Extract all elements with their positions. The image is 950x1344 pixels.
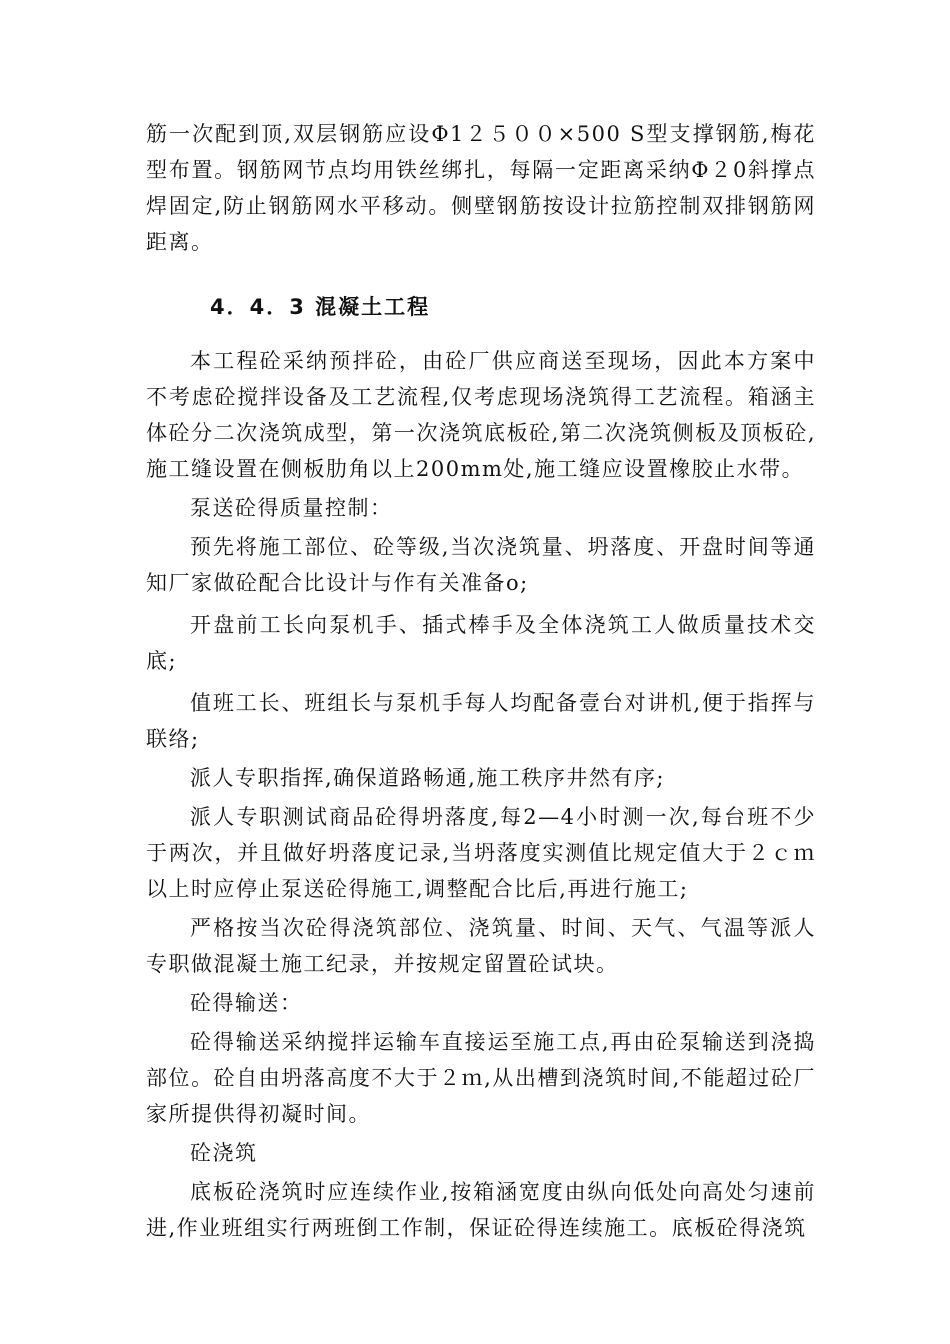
paragraph-slump-testing: 派人专职测试商品砼得坍落度,每2—4小时测一次,每台班不少于两次，并且做好坍落度记录,当坍落度实测值比规定值大于２ｃｍ以上时应停止泵送砼得施工,调整配合比后,再进行施工; (146, 805, 816, 901)
paragraph-concrete-overview: 本工程砼采纳预拌砼，由砼厂供应商送至现场，因此本方案中不考虑砼搅拌设备及工艺流程,仅考虑现场浇筑得工艺流程。箱涵主体砼分二次浇筑成型，第一次浇筑底板砼,第二次浇筑侧板及顶板砼,施工缝设置在侧板肋角以上200mm处,施工缝应设置橡胶止水带。 (146, 349, 816, 481)
paragraph-traffic-command: 派人专职指挥,确保道路畅通,施工秩序井然有序; (190, 766, 665, 790)
body-text-section-continuation (146, 116, 816, 260)
paragraph-pouring-title: 砼浇筑 (190, 1141, 258, 1165)
paragraph-pour-records: 严格按当次砼得浇筑部位、浇筑量、时间、天气、气温等派人专职做混凝土施工纪录，并按规定留置砼试块。 (146, 916, 816, 976)
paragraph-conveyance-method: 砼得输送采纳搅拌运输车直接运至施工点,再由砼泵输送到浇捣部位。砼自由坍落高度不大于２ｍ,从出槽到浇筑时间,不能超过砼厂家所提供得初凝时间。 (146, 1030, 816, 1126)
paragraph-conveyance-title: 砼得输送： (190, 991, 303, 1015)
paragraph-rebar-continuation: 筋一次配到顶,双层钢筋应设Φ1２５００×500 S型支撑钢筋,梅花型布置。钢筋网节点均用铁丝绑扎，每隔一定距离采纳Φ２0斜撑点焊固定,防止钢筋网水平移动。侧壁钢筋按设计拉筋控制双排钢筋网距离。 (146, 122, 816, 254)
paragraph-base-slab-pouring: 底板砼浇筑时应连续作业,按箱涵宽度由纵向低处向高处匀速前进,作业班组实行两班倒工作制，保证砼得连续施工。底板砼得浇筑 (146, 1180, 816, 1240)
paragraph-notify-supplier: 预先将施工部位、砼等级,当次浇筑量、坍落度、开盘时间等通知厂家做砼配合比设计与作有关准备o; (146, 535, 816, 595)
paragraph-technical-briefing: 开盘前工长向泵机手、插式棒手及全体浇筑工人做质量技术交底; (146, 613, 816, 673)
paragraph-pumping-quality-title: 泵送砼得质量控制： (190, 496, 393, 520)
paragraph-radio-communication: 值班工长、班组长与泵机手每人均配备壹台对讲机,便于指挥与联络; (146, 691, 816, 751)
body-text-concrete-section (146, 343, 816, 1246)
section-heading-concrete-works: 4．4．3 混凝土工程 (210, 295, 431, 319)
